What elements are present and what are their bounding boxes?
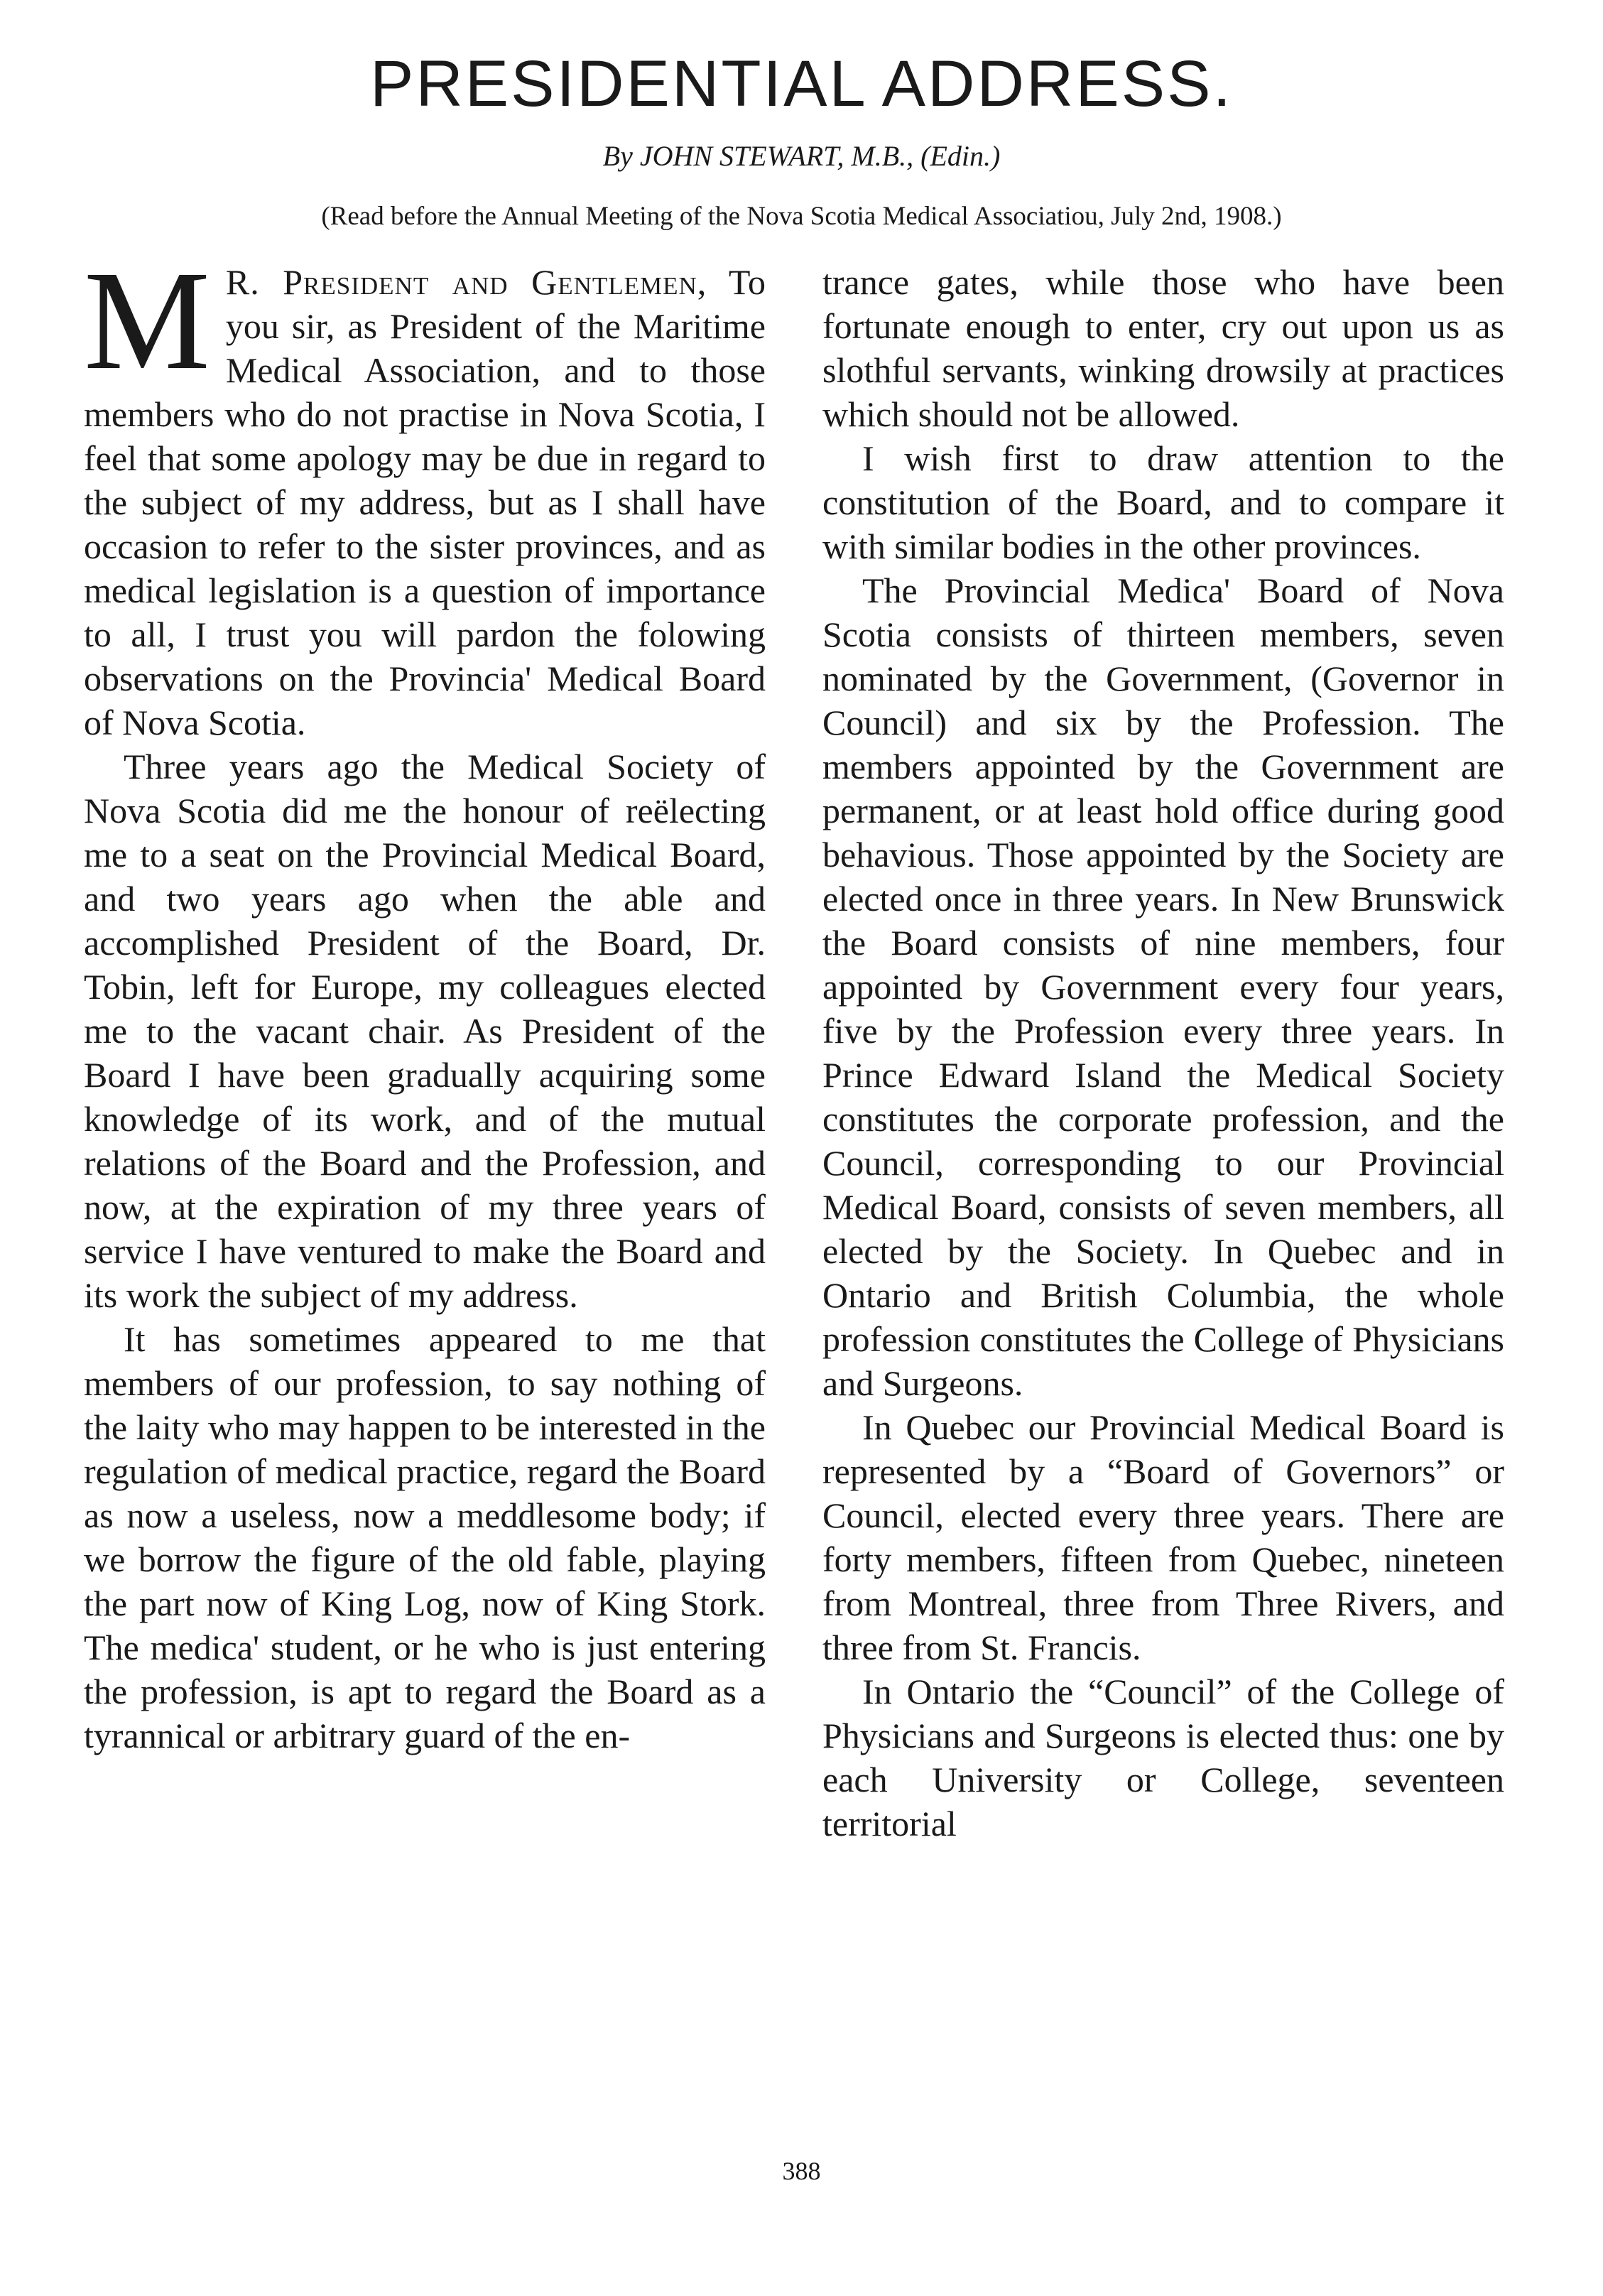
paragraph: In Quebec our Provincial Medical Board is represented by a “Board of Governors” or Council, elected every three years. There are forty members, fifteen from Quebec, nineteen from Montreal, three from Three Rivers, and three from St. Francis. — [822, 1407, 1504, 1667]
salutation: R. President and Gentlemen, — [225, 262, 707, 302]
opening-paragraph-text: To you sir, as President of the Maritime Medical Association, and to those members who do not practise in Nova Scotia, I feel that some apology may be due in regard to the subject of my address, but as I shall have occasion to refer to the sister provinces, and as medical legislation is a question of importance to all, I trust you will pardon the folowing observations on the Provincia' Medical Board of Nova Scotia. — [84, 262, 766, 742]
opening-paragraph — [84, 242, 766, 744]
paragraph: The Provincial Medica' Board of Nova Scotia consists of thirteen members, seven nominated by the Government, (Governor in Council) and six by the Profession. The members appointed by the Government are permanent, or at least hold office during good behavious. Those appointed by the Society are elected once in three years. In New Brunswick the Board consists of nine members, four appointed by Government every four years, five by the Profession every three years. In Prince Edward Island the Medical Society constitutes the corporate profession, and the Council, corresponding to our Provincial Medical Board, consists of seven members, all elected by the Society. In Quebec and in Ontario and British Columbia, the whole profession constitutes the College of Physicians and Surgeons. — [822, 570, 1504, 1403]
reading-note: (Read before the Annual Meeting of the Nova Scotia Medical Associatiou, July 2nd, 1908.) — [321, 202, 1282, 231]
right-column — [822, 260, 1504, 1846]
paragraph: In Ontario the “Council” of the College of Physicians and Surgeons is elected thus: one by each University or College, seventeen territorial — [822, 1672, 1504, 1843]
paragraph: Three years ago the Medical Society of Nova Scotia did me the honour of reëlecting me to a seat on the Provincial Medical Board, and two years ago when the able and accomplished President of the Board, Dr. Tobin, left for Europe, my colleagues elected me to the vacant chair. As President of the Board I have been gradually acquiring some knowledge of its work, and of the mutual relations of the Board and the Profession, and now, at the expiration of my three years of service I have ventured to make the Board and its work the subject of my address. — [84, 747, 766, 1315]
paragraph: It has sometimes appeared to me that members of our profession, to say nothing of the laity who may happen to be interested in the regulation of medical practice, regard the Board as now a useless, now a meddlesome body; if we borrow the figure of the old fable, playing the part now of King Log, now of King Stork. The medica' student, or he who is just entering the profession, is apt to regard the Board as a tyrannical or arbitrary guard of the en- — [84, 1319, 766, 1755]
drop-cap: M — [84, 242, 210, 399]
paragraph: I wish first to draw attention to the constitution of the Board, and to compare it with similar bodies in the other provinces. — [822, 438, 1504, 566]
author-byline: By JOHN STEWART, M.B., (Edin.) — [602, 140, 1001, 172]
article-title: PRESIDENTIAL ADDRESS. — [369, 48, 1234, 120]
left-column — [84, 242, 766, 1758]
continued-paragraph: trance gates, while those who have been fortunate enough to enter, cry out upon us as slothful servants, winking drowsily at practices which should not be allowed. — [822, 262, 1504, 434]
page-number: 388 — [782, 2157, 821, 2185]
